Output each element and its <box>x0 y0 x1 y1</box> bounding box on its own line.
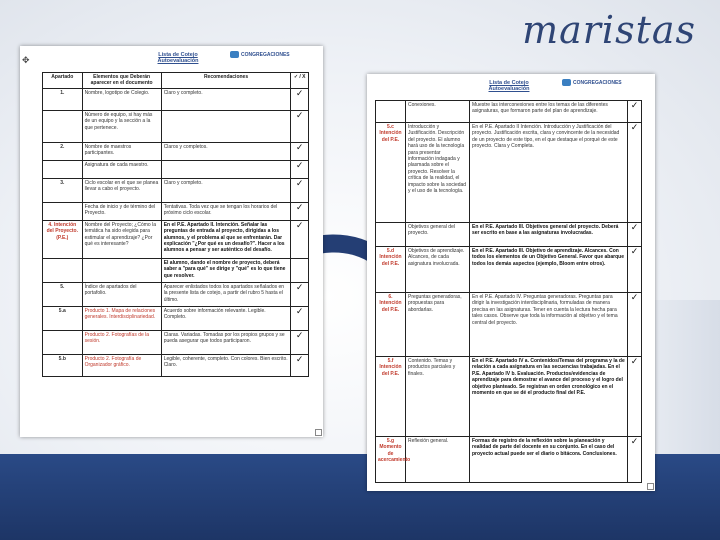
congregation-logo: CONGREGACIONES <box>562 79 622 86</box>
right-document-page[interactable] <box>367 74 655 491</box>
resize-handle-icon[interactable] <box>647 483 654 490</box>
table-cell: Contenido. Temas y productos parciales y finales. <box>406 357 470 437</box>
header-elements: Elementos que Deberán aparecer en el documento <box>82 73 161 89</box>
table-cell: 2. <box>43 142 83 160</box>
table-cell: 6. Intención del P.E. <box>376 293 406 357</box>
table-row <box>43 220 309 258</box>
header-apartado: Apartado <box>43 73 83 89</box>
table-cell: 5.a <box>43 306 83 330</box>
table-cell <box>291 258 309 282</box>
table-cell: Legible, coherente, completo. Con colores. Bien escrito. Claro. <box>161 354 291 376</box>
table-cell: 5.f Intención del P.E. <box>376 357 406 437</box>
table-cell: Producto 1. Mapa de relaciones generales. Interdisciplinariedad. <box>82 306 161 330</box>
checkmark-icon: ✓ <box>628 101 642 123</box>
table-row <box>376 247 642 293</box>
checkmark-icon: ✓ <box>628 247 642 293</box>
table-cell: En el P.E. Apartado III. Objetivos general del proyecto. Deberá ser escrito en base a las asignaturas involucradas. <box>470 223 628 247</box>
table-row <box>43 178 309 202</box>
header-recommendations: Recomendaciones <box>161 73 291 89</box>
table-cell: Reflexión general. <box>406 437 470 483</box>
table-cell: Nombre de maestros participantes. <box>82 142 161 160</box>
table-cell: Asignatura de cada maestro. <box>82 160 161 178</box>
table-cell: Producto 2. Fotografías de la sesión. <box>82 330 161 354</box>
checkmark-icon: ✓ <box>291 282 309 306</box>
table-cell <box>43 110 83 142</box>
table-cell: Claro y completo. <box>161 178 291 202</box>
table-row <box>43 258 309 282</box>
table-cell <box>43 160 83 178</box>
table-cell: Claro y completo. <box>161 88 291 110</box>
left-document-title: Lista de Cotejo Autoevaluación <box>157 52 199 64</box>
table-cell: Fecha de inicio y de término del Proyecto. <box>82 202 161 220</box>
left-checklist-table <box>42 72 309 377</box>
left-document-header <box>20 46 323 72</box>
table-cell: En el P.E. Apartado IV. Preguntas generadoras. Preguntas para dirigir la investigación interdisciplinaria, formuladas de manera precisa en las asignaturas. Tener en cuenta la lectura hecha para tales casos. Observe que toda la información al objetivo y el tema central del proyecto. <box>470 293 628 357</box>
table-row <box>43 306 309 330</box>
table-cell: Objetivos de aprendizaje. Alcances, de cada asignatura involucrada. <box>406 247 470 293</box>
table-cell <box>376 101 406 123</box>
table-row <box>376 223 642 247</box>
table-row <box>43 160 309 178</box>
checkmark-icon: ✓ <box>291 88 309 110</box>
table-cell: 5.d Intención del P.E. <box>376 247 406 293</box>
checkmark-icon: ✓ <box>291 160 309 178</box>
table-cell: Nombre, logotipo de Colegio. <box>82 88 161 110</box>
maristas-logo: maristas <box>522 8 696 52</box>
table-row <box>43 282 309 306</box>
table-cell: Introducción y Justificación. Descripción del proyecto. El alumno hará uso de la tecnología para presentar información indagada y plasmada sobre el proyecto. Resolver la crítica de la realidad, el impacto sobre la sociedad y el uso de la tecnología. <box>406 123 470 223</box>
table-row <box>376 357 642 437</box>
checkmark-icon: ✓ <box>291 330 309 354</box>
right-document-header <box>367 74 655 100</box>
table-cell: Objetivos general del proyecto. <box>406 223 470 247</box>
table-cell <box>161 110 291 142</box>
checkmark-icon: ✓ <box>628 437 642 483</box>
table-cell: Nombre del Proyecto; ¿Cómo la temática ha sido elegida para estimular el aprendizaje? ¿Por qué es interesante? <box>82 220 161 258</box>
table-cell: 5.c Intención del P.E. <box>376 123 406 223</box>
checkmark-icon: ✓ <box>291 354 309 376</box>
table-row <box>43 354 309 376</box>
congregation-logo: CONGREGACIONES <box>230 51 290 58</box>
table-row <box>376 123 642 223</box>
table-cell: Aparecer enlistados todos los apartados señalados en la presente lista de cotejo, a partir del rubro 5 hasta el último. <box>161 282 291 306</box>
resize-handle-icon[interactable] <box>315 429 322 436</box>
table-cell: 5.b <box>43 354 83 376</box>
table-cell: En el P.E. Apartado II Intención. Introducción y Justificación del proyecto. Justificación escrita, clara y convincente de la necesidad de un proyecto de este tipo, en el que destaque el porqué de este proyecto. Clara y Completa. <box>470 123 628 223</box>
table-cell: El alumno, dando el nombre de proyecto, deberá saber a "para qué" se dirige y "qué" es lo que tiene que resolver. <box>161 258 291 282</box>
table-row <box>376 293 642 357</box>
table-cell: En el P.E. Apartado II. Intención. Señalar las preguntas de entrada al proyecto, dirigidas a los alumnos, y el problema al que se enfrentarán. Dar explicación "¿Por qué es un desafío?". Hacer a los alumnos a pensar y ser auténtico del desafío. <box>161 220 291 258</box>
checkmark-icon: ✓ <box>291 202 309 220</box>
table-header-row <box>43 73 309 89</box>
checkmark-icon: ✓ <box>628 293 642 357</box>
table-row <box>43 110 309 142</box>
header-check: ✓ / X <box>291 73 309 89</box>
table-cell <box>43 330 83 354</box>
table-cell <box>82 258 161 282</box>
table-cell: En el P.E. Apartado III. Objetivo de aprendizaje. Alcances. Con todos los elementos de un Objetivo General. Favor que abarque todos los demás aspectos (ejemplo, Bloom entre otros). <box>470 247 628 293</box>
table-cell: Número de equipo, si hay más de un equipo y la sección a la que pertenece. <box>82 110 161 142</box>
right-document-title: Lista de Cotejo Autoevaluación <box>488 80 530 92</box>
checkmark-icon: ✓ <box>291 142 309 160</box>
table-cell: Conexiones. <box>406 101 470 123</box>
table-cell: 3. <box>43 178 83 202</box>
table-cell: Muestre las interconexiones entre los temas de las diferentes asignaturas, que formaron parte del plan de aprendizaje. <box>470 101 628 123</box>
table-row <box>43 142 309 160</box>
left-document-page[interactable] <box>20 46 323 437</box>
table-row <box>43 88 309 110</box>
table-cell: Índice de apartados del portafolio. <box>82 282 161 306</box>
table-cell: 5.g Momento de acercamiento <box>376 437 406 483</box>
move-handle-icon[interactable]: ✥ <box>22 55 30 65</box>
table-cell: Claros y completos. <box>161 142 291 160</box>
table-row <box>43 202 309 220</box>
table-cell: Tentativas. Toda vez que se tengan los horarios del próximo ciclo escolar. <box>161 202 291 220</box>
table-cell: 4. Intención del Proyecto. (P.E.) <box>43 220 83 258</box>
checkmark-icon: ✓ <box>291 110 309 142</box>
table-cell: Producto 2. Fotografía de Organizador gráfico. <box>82 354 161 376</box>
table-cell: 1. <box>43 88 83 110</box>
table-cell: 5. <box>43 282 83 306</box>
table-row <box>43 330 309 354</box>
table-cell <box>43 258 83 282</box>
checkmark-icon: ✓ <box>628 123 642 223</box>
table-cell: Ciclo escolar en el que se planea llevar a cabo el proyecto. <box>82 178 161 202</box>
right-checklist-table <box>375 100 642 483</box>
checkmark-icon: ✓ <box>628 223 642 247</box>
checkmark-icon: ✓ <box>291 178 309 202</box>
table-cell: Acuerdo sobre información relevante. Legible. Completo. <box>161 306 291 330</box>
table-cell <box>43 202 83 220</box>
table-cell <box>376 223 406 247</box>
table-cell: Claras. Variadas. Tomadas por los propios grupos y se pueda asegurar que todos participaron. <box>161 330 291 354</box>
checkmark-icon: ✓ <box>628 357 642 437</box>
table-cell: Formas de registro de la reflexión sobre la planeación y realidad de parte del docente en su conjunto. En el caso del proyecto actual puede ser el diario o bitácora. Conclusiones. <box>470 437 628 483</box>
checkmark-icon: ✓ <box>291 220 309 258</box>
table-row <box>376 101 642 123</box>
table-cell: Preguntas generadoras, propuestas para abordarlas. <box>406 293 470 357</box>
table-cell: En el P.E. Apartado IV a. Contenidos/Temas del programa y la de relación a cada asignatura en las secuencias trabajadas. En el P.E. Apartado IV b. Evaluación. Productos/evidencias de aprendizaje para demostrar el avance del proceso y el logro del objetivo planteado. Se registran en orden cronológico en el momento en que se dé el producto final del P.E. <box>470 357 628 437</box>
table-row <box>376 437 642 483</box>
checkmark-icon: ✓ <box>291 306 309 330</box>
table-cell <box>161 160 291 178</box>
